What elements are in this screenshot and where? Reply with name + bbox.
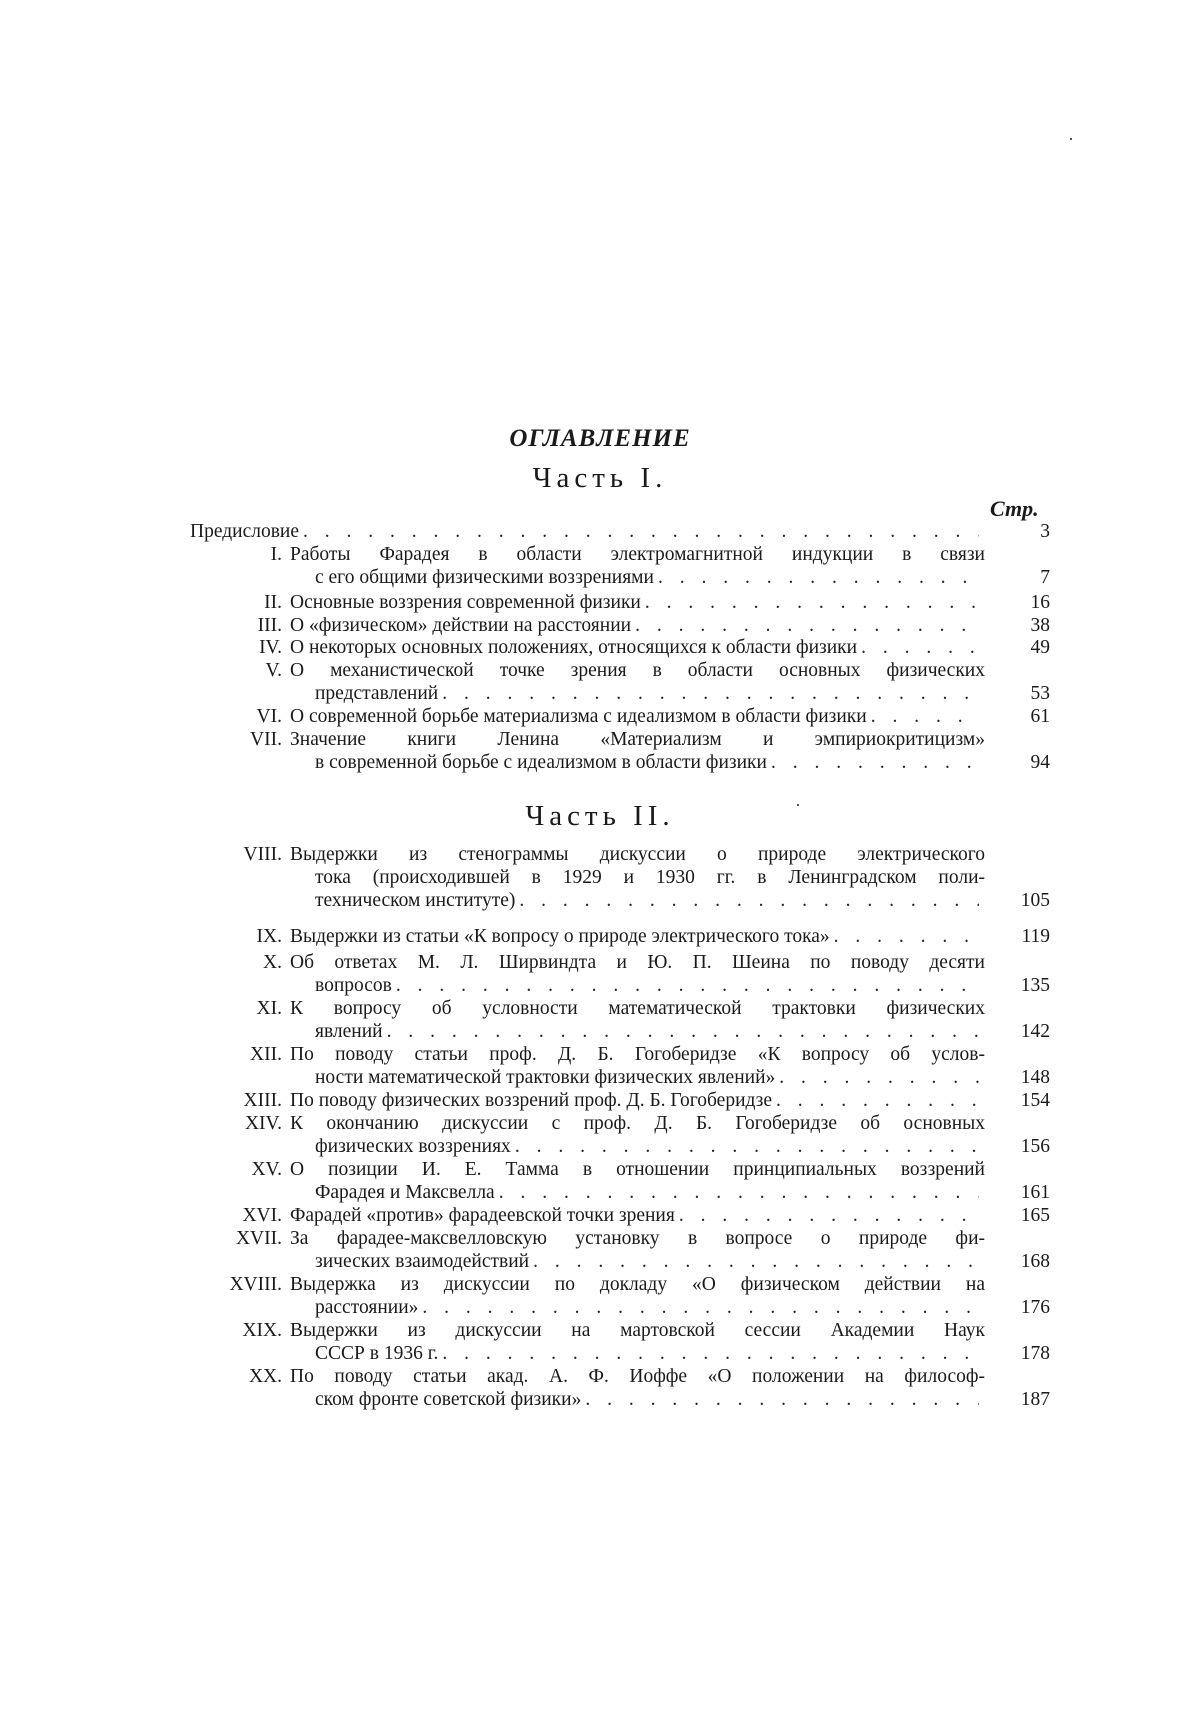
page-number: 156 — [1020, 1136, 1050, 1157]
entry-title-text: физических воззрениях — [315, 1136, 511, 1157]
entry-title-line: По поводу статьи акад. А. Ф. Иоффе «О положении на философ- — [290, 1366, 985, 1387]
entry-title-line — [290, 614, 985, 637]
chapter-number: V. — [265, 660, 282, 681]
chapter-number: XIII. — [243, 1090, 282, 1111]
entry-title-line — [290, 1089, 985, 1112]
page-number: 142 — [1020, 1021, 1050, 1042]
chapter-number: III. — [257, 615, 282, 636]
entry-title-text: О «физическом» действии на расстоянии — [290, 615, 632, 636]
page-number: 161 — [1020, 1182, 1050, 1203]
chapter-number: XI. — [256, 998, 282, 1019]
entry-title-line: Об ответах М. Л. Ширвиндта и Ю. П. Шеина по поводу десяти — [290, 952, 985, 973]
chapter-number: XVII. — [235, 1228, 282, 1249]
page-number: 154 — [1020, 1090, 1050, 1111]
chapter-number: XX. — [248, 1366, 282, 1387]
chapter-number: XII. — [250, 1044, 282, 1065]
entry-title-text: Основные воззрения современной физики — [290, 592, 641, 613]
entry-title-line: тока (происходившей в 1929 и 1930 гг. в Ленинградском поли- — [315, 867, 985, 888]
entry-title-text: расстоянии» — [315, 1297, 419, 1318]
chapter-number: II. — [264, 592, 282, 613]
entry-title-line: Работы Фарадея в области электромагнитной индукции в связи — [290, 544, 985, 565]
leader-dots — [422, 1296, 979, 1319]
entry-title-line — [315, 751, 985, 774]
entry-title-line: К вопросу об условности математической трактовки физических — [290, 998, 985, 1019]
entry-title-line: О позиции И. Е. Тамма в отношении принципиальных воззрений — [290, 1159, 985, 1180]
leader-dots — [834, 925, 979, 948]
entry-title-text: По поводу физических воззрений проф. Д. Б. Гогоберидзе — [290, 1090, 773, 1111]
leader-dots — [515, 1135, 979, 1158]
page-number: 148 — [1020, 1067, 1050, 1088]
entry-title-line: За фарадее-максвелловскую установку в вопросе о природе фи- — [290, 1228, 985, 1249]
entry-title-line: Выдержки из дискуссии на мартовской сессии Академии Наук — [290, 1320, 985, 1341]
entry-title-text: ности математической трактовки физических явлений» — [315, 1067, 776, 1088]
entry-title-text: представлений — [315, 683, 439, 704]
entry-title-line: О механистической точке зрения в области основных физических — [290, 660, 985, 681]
page-number: 187 — [1020, 1389, 1050, 1410]
leader-dots — [499, 1181, 979, 1204]
page-number: 61 — [1030, 706, 1050, 727]
entry-title-line — [315, 1342, 985, 1365]
chapter-number: VII. — [250, 729, 282, 750]
part-1-title: Часть I. — [532, 462, 668, 494]
page-number: 94 — [1030, 752, 1050, 773]
page-number: 49 — [1030, 637, 1050, 658]
chapter-number: IX. — [256, 926, 282, 947]
entry-title-line — [290, 705, 985, 728]
page-number: 119 — [1021, 926, 1050, 947]
entry-title-text: Предисловие — [190, 521, 300, 542]
entry-title-line — [190, 520, 985, 543]
entry-title-text: Выдержки из статьи «К вопросу о природе электрического тока» — [290, 926, 830, 947]
entry-title-line — [315, 974, 985, 997]
page-number: 105 — [1020, 890, 1050, 911]
entry-title-line: К окончанию дискуссии с проф. Д. Б. Гогоберидзе об основных — [290, 1113, 985, 1134]
entry-title-line — [315, 1181, 985, 1204]
entry-title-line — [290, 1204, 985, 1227]
entry-title-line — [315, 1020, 985, 1043]
chapter-number: XIX. — [242, 1320, 282, 1341]
scan-speck — [797, 804, 799, 806]
leader-dots — [387, 1020, 979, 1043]
leader-dots — [645, 591, 979, 614]
chapter-number: X. — [263, 952, 282, 973]
page-number: 176 — [1020, 1297, 1050, 1318]
entry-title-text: техническом институте) — [315, 890, 516, 911]
leader-dots — [771, 751, 979, 774]
leader-dots — [442, 1342, 979, 1365]
leader-dots — [442, 682, 979, 705]
chapter-number: VI. — [256, 706, 282, 727]
page-number: 16 — [1030, 592, 1050, 613]
entry-title-text: в современной борьбе с идеализмом в области физики — [315, 752, 767, 773]
page-number: 165 — [1020, 1205, 1050, 1226]
page-column-label: Стр. — [990, 496, 1039, 521]
entry-title-line: Выдержки из стенограммы дискуссии о природе электрического — [290, 844, 985, 865]
page-number: 7 — [1040, 567, 1050, 588]
page-number: 38 — [1030, 615, 1050, 636]
entry-title-line — [315, 566, 985, 589]
entry-title-text: вопросов — [315, 975, 392, 996]
leader-dots — [861, 636, 979, 659]
entry-title-line — [315, 1296, 985, 1319]
chapter-number: I. — [270, 544, 282, 565]
entry-title-line — [315, 682, 985, 705]
leader-dots — [679, 1204, 979, 1227]
entry-title-line — [290, 591, 985, 614]
entry-title-line: Выдержка из дискуссии по докладу «О физическом действии на — [290, 1274, 985, 1295]
entry-title-line — [315, 889, 985, 912]
page-number: 168 — [1020, 1251, 1050, 1272]
leader-dots — [658, 566, 979, 589]
chapter-number: XV. — [251, 1159, 282, 1180]
chapter-number: XVI. — [242, 1205, 282, 1226]
entry-title-text: с его общими физическими воззрениями — [315, 567, 654, 588]
page-number: 178 — [1020, 1343, 1050, 1364]
leader-dots — [303, 520, 979, 543]
entry-title-line — [315, 1066, 985, 1089]
entry-title-text: зических взаимодействий — [315, 1251, 530, 1272]
leader-dots — [585, 1388, 979, 1411]
chapter-number: VIII. — [243, 844, 282, 865]
entry-title-text: О некоторых основных положениях, относящихся к области физики — [290, 637, 858, 658]
entry-title-text: О современной борьбе материализма с идеализмом в области физики — [290, 706, 867, 727]
chapter-number: IV. — [259, 637, 282, 658]
entry-title-line — [290, 636, 985, 659]
entry-title-line: По поводу статьи проф. Д. Б. Гогоберидзе «К вопросу об услов- — [290, 1044, 985, 1065]
leader-dots — [533, 1250, 979, 1273]
entry-title-text: Фарадея и Максвелла — [315, 1182, 495, 1203]
entry-title-text: явлений — [315, 1021, 383, 1042]
leader-dots — [776, 1089, 979, 1112]
part-2-title: Часть II. — [525, 800, 675, 832]
entry-title-line — [315, 1388, 985, 1411]
entry-title-line: Значение книги Ленина «Материализм и эмпириокритицизм» — [290, 729, 985, 750]
leader-dots — [519, 889, 979, 912]
leader-dots — [779, 1066, 979, 1089]
chapter-number: XVIII. — [229, 1274, 282, 1295]
entry-title-line — [315, 1250, 985, 1273]
scan-speck — [1070, 138, 1072, 140]
entry-title-line — [315, 1135, 985, 1158]
chapter-number: XIV. — [244, 1113, 282, 1134]
leader-dots — [871, 705, 979, 728]
page-number: 53 — [1030, 683, 1050, 704]
entry-title-text: СССР в 1936 г. — [315, 1343, 439, 1364]
entry-title-line — [290, 925, 985, 948]
entry-title-text: ском фронте советской физики» — [315, 1389, 582, 1410]
entry-title-text: Фарадей «против» фарадеевской точки зрения — [290, 1205, 675, 1226]
page-number: 3 — [1040, 521, 1050, 542]
leader-dots — [635, 614, 979, 637]
toc-heading: ОГЛАВЛЕНИЕ — [509, 425, 691, 452]
page-number: 135 — [1020, 975, 1050, 996]
leader-dots — [396, 974, 979, 997]
